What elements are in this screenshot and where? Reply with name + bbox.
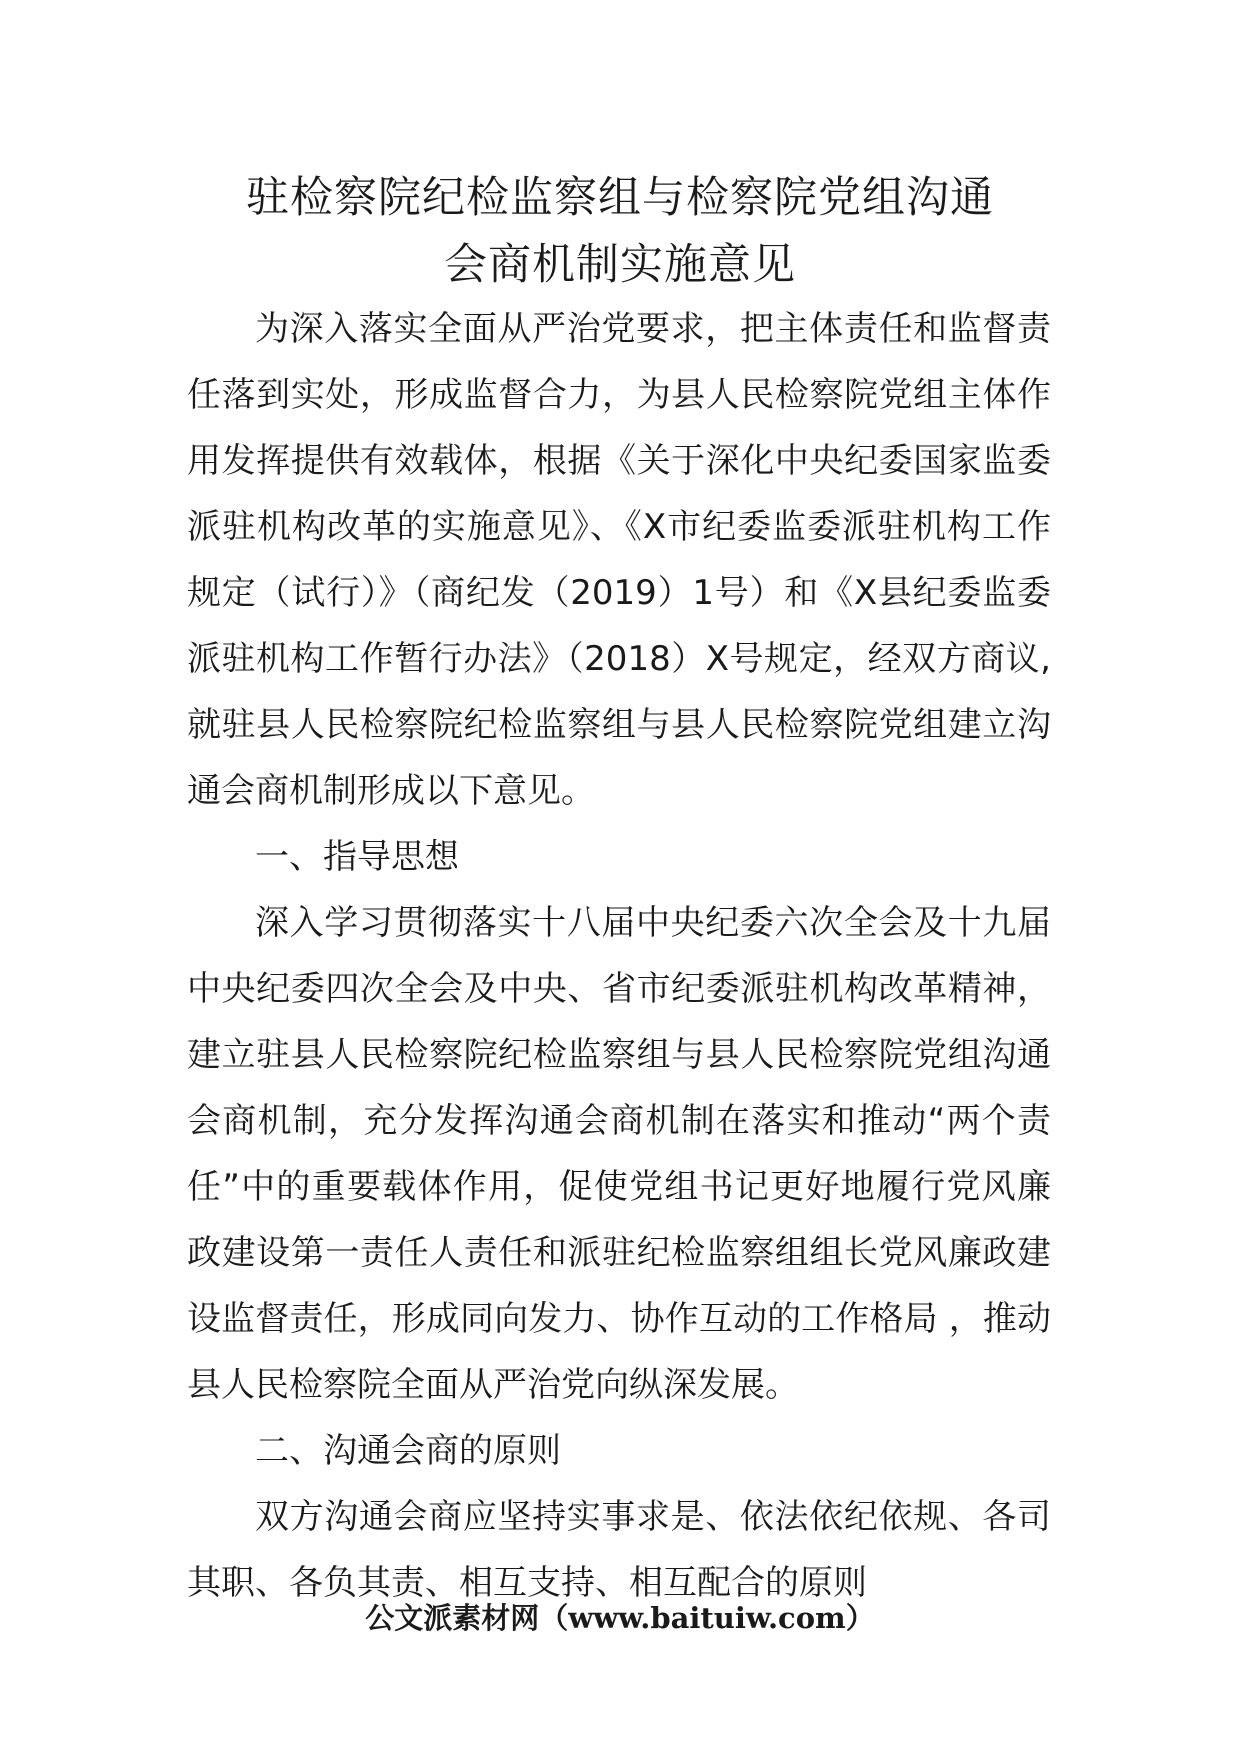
body-paragraph: 双方沟通会商应坚持实事求是、依法依纪依规、各司其职、各负其责、相互支持、相互配合的原则	[187, 1497, 1051, 1603]
document-title-line-1: 驻检察院纪检监察组与检察院党组沟通	[246, 173, 994, 223]
body-paragraph: 深入学习贯彻落实十八届中央纪委六次全会及十九届中央纪委四次全会及中央、省市纪委派驻机构改革精神，建立驻县人民检察院纪检监察组与县人民检察院党组沟通会商机制，充分发挥沟通会商机制在落实和推动“两个责任”中的重要载体作用，促使党组书记更好地履行党风廉政建设第一责任人责任和派驻纪检监察组组长党风廉政建设监督责任，形成同向发力、协作互动的工作格局 ，推动县人民检察院全面从严治党向纵深发展。	[187, 903, 1051, 1405]
page-footer-watermark: 公文派素材网（www.baituiw.com）	[365, 1601, 875, 1635]
section-heading-principles: 二、沟通会商的原则	[255, 1431, 561, 1471]
document-title-line-2: 会商机制实施意见	[444, 240, 796, 290]
body-paragraph: 为深入落实全面从严治党要求，把主体责任和监督责任落到实处，形成监督合力，为县人民检察院党组主体作用发挥提供有效载体，根据《关于深化中央纪委国家监委派驻机构改革的实施意见》、《X市纪委监委派驻机构工作规定（试行）》（商纪发（2019）1号）和《X县纪委监委派驻机构工作暂行办法》（2018）X号规定，经双方商议,就驻县人民检察院纪检监察组与县人民检察院党组建立沟通会商机制形成以下意见。	[187, 309, 1051, 811]
document-body	[187, 296, 1051, 1616]
section-heading-guiding-ideology: 一、指导思想	[255, 837, 459, 877]
